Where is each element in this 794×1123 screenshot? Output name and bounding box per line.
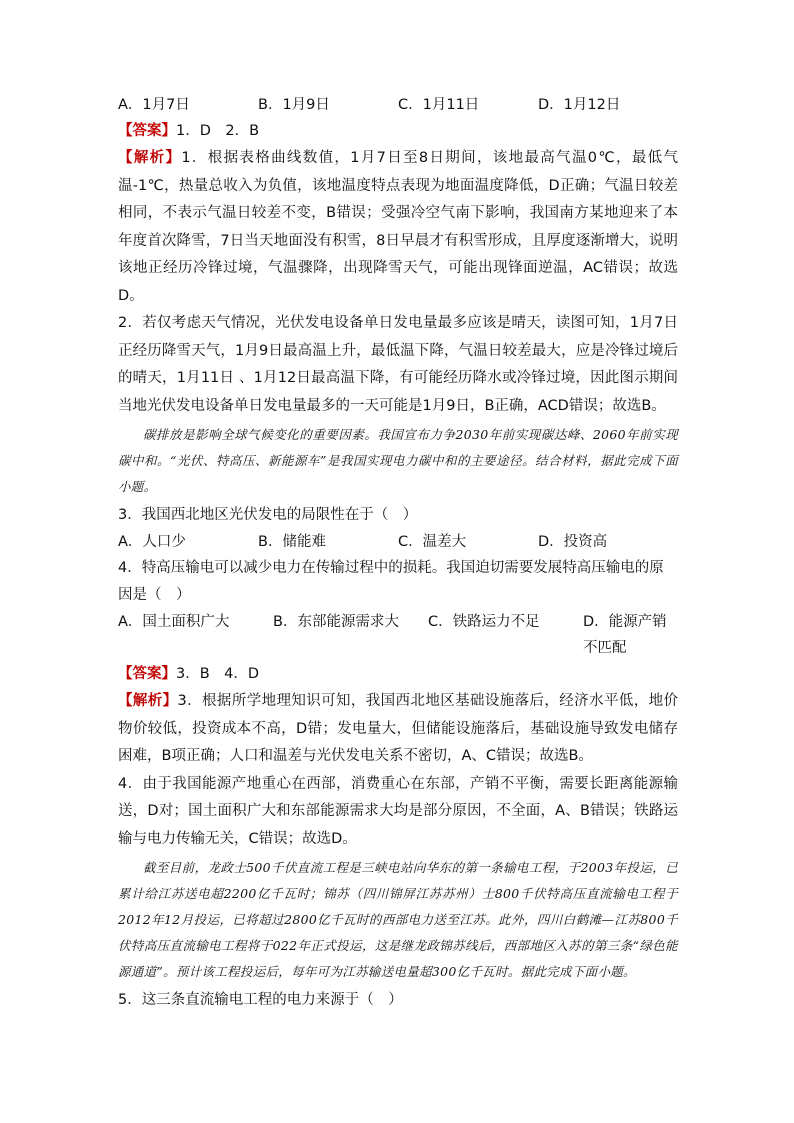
q3-option-d: D．投资高 [538, 534, 608, 550]
q3-options [118, 529, 678, 555]
analysis-tag: 【解析】 [118, 150, 182, 166]
q2-option-d: D．1月12日 [538, 97, 621, 113]
material-1: 碳排放是影响全球气候变化的重要因素。我国宣布力争2030年前实现碳达峰、2060年前实现碳中和。“光伏、特高压、新能源车”是我国实现电力碳中和的主要途径。结合材料，据此完成下面小题。 [118, 427, 678, 494]
q4-option-c: C．铁路运力不足 [428, 614, 540, 630]
q3-option-a: A．人口少 [118, 534, 186, 550]
q4-options [118, 609, 678, 661]
q2-option-c: C．1月11日 [398, 97, 480, 113]
q2-option-b: B．1月9日 [258, 97, 330, 113]
q2-options [118, 92, 678, 118]
content [118, 92, 678, 1014]
material-2: 截至目前，龙政士500千伏直流工程是三峡电站向华东的第一条输电工程，于2003年投运，已累计给江苏送电超2200亿千瓦时；锦苏（四川锦屏江苏苏州）士800千伏特高压直流输电工程于2012年12月投运，已将超过2800亿千瓦时的西部电力送至江苏。此外，四川白鹤滩—江苏800千伏特高压直流输电工程将于022年正式投运，这是继龙政锦苏线后，西部地区入苏的第三条“绿色能源通道”。预计该工程投运后，每年可为江苏输送电量超300亿千瓦时。据此完成下面小题。 [118, 860, 678, 979]
q3-stem: 3．我国西北地区光伏发电的局限性在于（ ） [118, 507, 418, 523]
q4-option-a: A．国土面积广大 [118, 614, 230, 630]
q3-option-b: B．储能难 [258, 534, 326, 550]
q4-option-b: B．东部能源需求大 [273, 614, 399, 630]
analysis-2-p2: 4．由于我国能源产地重心在西部，消费重心在东部，产销不平衡，需要长距离能源输送，D对；国土面积广大和东部能源需求大均是部分原因，不全面，A、B错误；铁路运输与电力传输无关，C错误；故选D。 [118, 775, 678, 847]
answer-tag: 【答案】 [118, 123, 176, 139]
analysis-text: 3．根据所学地理知识可知，我国西北地区基础设施落后，经济水平低，地价物价较低，投资成本不高，D错；发电量大，但储能设施落后，基础设施导致发电储存困难，B项正确；人口和温差与光伏发电关系不密切，A、C错误；故选B。 [118, 693, 678, 764]
analysis-2-p1 [118, 688, 678, 771]
answer-tag: 【答案】 [118, 666, 176, 682]
analysis-1-p2: 2．若仅考虑天气情况，光伏发电设备单日发电量最多应该是晴天，读图可知，1月7日正经历降雪天气，1月9日最高温上升，最低温下降，气温日较差最大，应是冷锋过境后的晴天，1月11日 、1月12日最高温下降，有可能经历降水或冷锋过境，因此图示期间当地光伏发电设备单日发电量最多的一天可能是1月9日，B正确，ACD错误；故选B。 [118, 315, 678, 414]
q4-stem: 4．特高压输电可以减少电力在传输过程中的损耗。我国迫切需要发展特高压输电的原因是（ ） [118, 560, 664, 603]
analysis-text: 1．根据表格曲线数值，1月7日至8日期间，该地最高气温0℃，最低气温-1℃，热量总收入为负值，该地温度特点表现为地面温度降低，D正确；气温日较差相同，不表示气温日较差不变，B错误；受强冷空气南下影响，我国南方某地迎来了本年度首次降雪，7日当天地面没有积雪，8日早晨才有积雪形成，且厚度逐渐增大，说明该地正经历冷锋过境，气温骤降，出现降雪天气，可能出现锋面逆温，AC错误；故选D。 [118, 150, 678, 304]
analysis-1-p1 [118, 145, 678, 310]
q4-option-d: D．能源产销不匹配 [583, 614, 667, 656]
q5-stem: 5．这三条直流输电工程的电力来源于（ ） [118, 992, 403, 1008]
answer-text: 1．D 2．B [176, 123, 260, 139]
q2-option-a: A．1月7日 [118, 97, 190, 113]
q3-option-c: C．温差大 [398, 534, 467, 550]
answer-text: 3．B 4．D [176, 666, 260, 682]
answer-2 [118, 661, 678, 688]
analysis-tag: 【解析】 [118, 693, 178, 709]
answer-1 [118, 118, 678, 145]
